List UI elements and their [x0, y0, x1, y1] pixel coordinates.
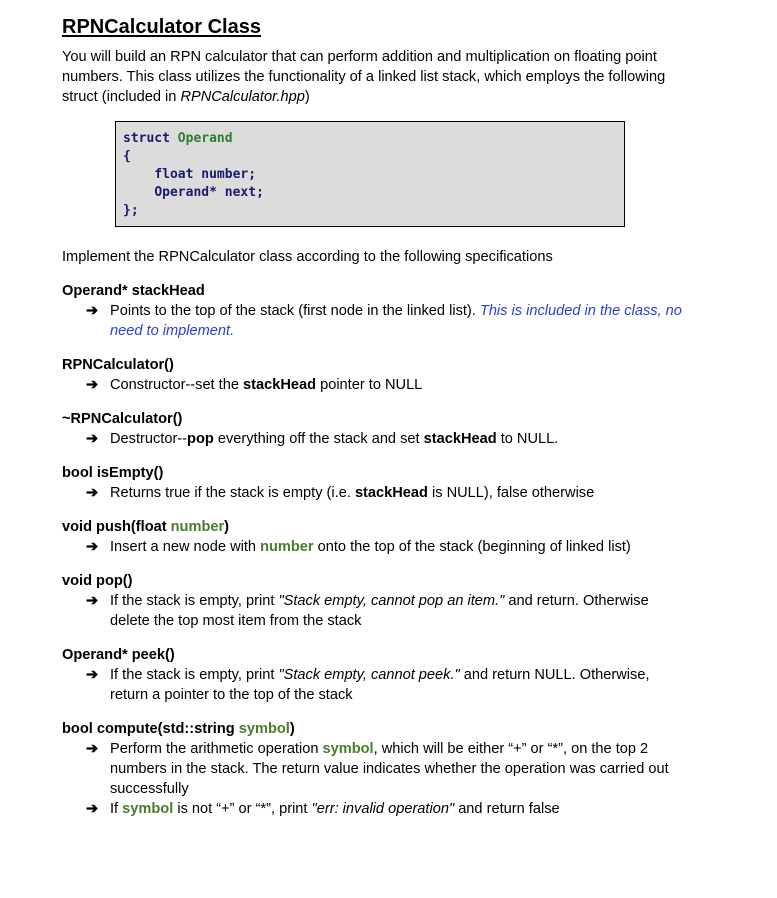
spec-heading-compute: bool compute(std::string symbol)	[62, 721, 295, 737]
spec-heading-push: void push(float number)	[62, 519, 230, 535]
spec-bullet: ➔ Perform the arithmetic operation symbol, which will be either “+” or “*”, on the top 2 numbers in the stack. The return value indicates whether the operation was carried out successfully	[86, 741, 669, 797]
arrow-icon: ➔	[86, 431, 99, 447]
intro-line: You will build an RPN calculator that can perform addition and multiplication on floating point	[62, 49, 657, 65]
code-type-name: Operand	[177, 131, 233, 146]
spec-bullet: ➔ Destructor--pop everything off the stack and set stackHead to NULL.	[86, 431, 559, 447]
spec-heading-stackhead: Operand* stackHead	[62, 283, 205, 299]
arrow-icon: ➔	[86, 741, 99, 757]
page-title: RPNCalculator Class	[62, 16, 261, 38]
spec-heading-pop: void pop()	[62, 573, 133, 589]
code-keyword: struct	[123, 131, 170, 146]
intro-line: struct (included in RPNCalculator.hpp)	[62, 89, 310, 105]
spec-heading-destructor: ~RPNCalculator()	[62, 411, 183, 427]
arrow-icon: ➔	[86, 485, 99, 501]
filename: RPNCalculator.hpp	[180, 89, 305, 105]
arrow-icon: ➔	[86, 303, 99, 319]
spec-heading-isempty: bool isEmpty()	[62, 465, 164, 481]
spec-bullet: ➔ Insert a new node with number onto the top of the stack (beginning of linked list)	[86, 539, 631, 555]
spec-bullet: ➔ If symbol is not “+” or “*”, print "err: invalid operation" and return false	[86, 801, 560, 817]
spec-bullet: ➔ If the stack is empty, print "Stack empty, cannot peek." and return NULL. Otherwise, return a pointer to the top of the stack	[86, 667, 650, 703]
arrow-icon: ➔	[86, 801, 99, 817]
code-block: struct Operand { float number; Operand* next; };	[115, 121, 625, 227]
implement-instruction: Implement the RPNCalculator class according to the following specifications	[62, 249, 553, 265]
spec-bullet: ➔ Returns true if the stack is empty (i.e. stackHead is NULL), false otherwise	[86, 485, 595, 501]
spec-heading-constructor: RPNCalculator()	[62, 357, 174, 373]
intro-line: numbers. This class utilizes the functionality of a linked list stack, which employs the following	[62, 69, 666, 85]
intro-paragraph	[62, 47, 702, 107]
spec-heading-peek: Operand* peek()	[62, 647, 175, 663]
arrow-icon: ➔	[86, 593, 99, 609]
spec-bullet: ➔ Constructor--set the stackHead pointer to NULL	[86, 377, 423, 393]
arrow-icon: ➔	[86, 377, 99, 393]
spec-bullet: ➔ If the stack is empty, print "Stack empty, cannot pop an item." and return. Otherwise delete the top most item from the stack	[86, 593, 649, 629]
spec-bullet: ➔ Points to the top of the stack (first node in the linked list). This is included in the class, no need to implement.	[86, 303, 682, 339]
arrow-icon: ➔	[86, 667, 99, 683]
arrow-icon: ➔	[86, 539, 99, 555]
